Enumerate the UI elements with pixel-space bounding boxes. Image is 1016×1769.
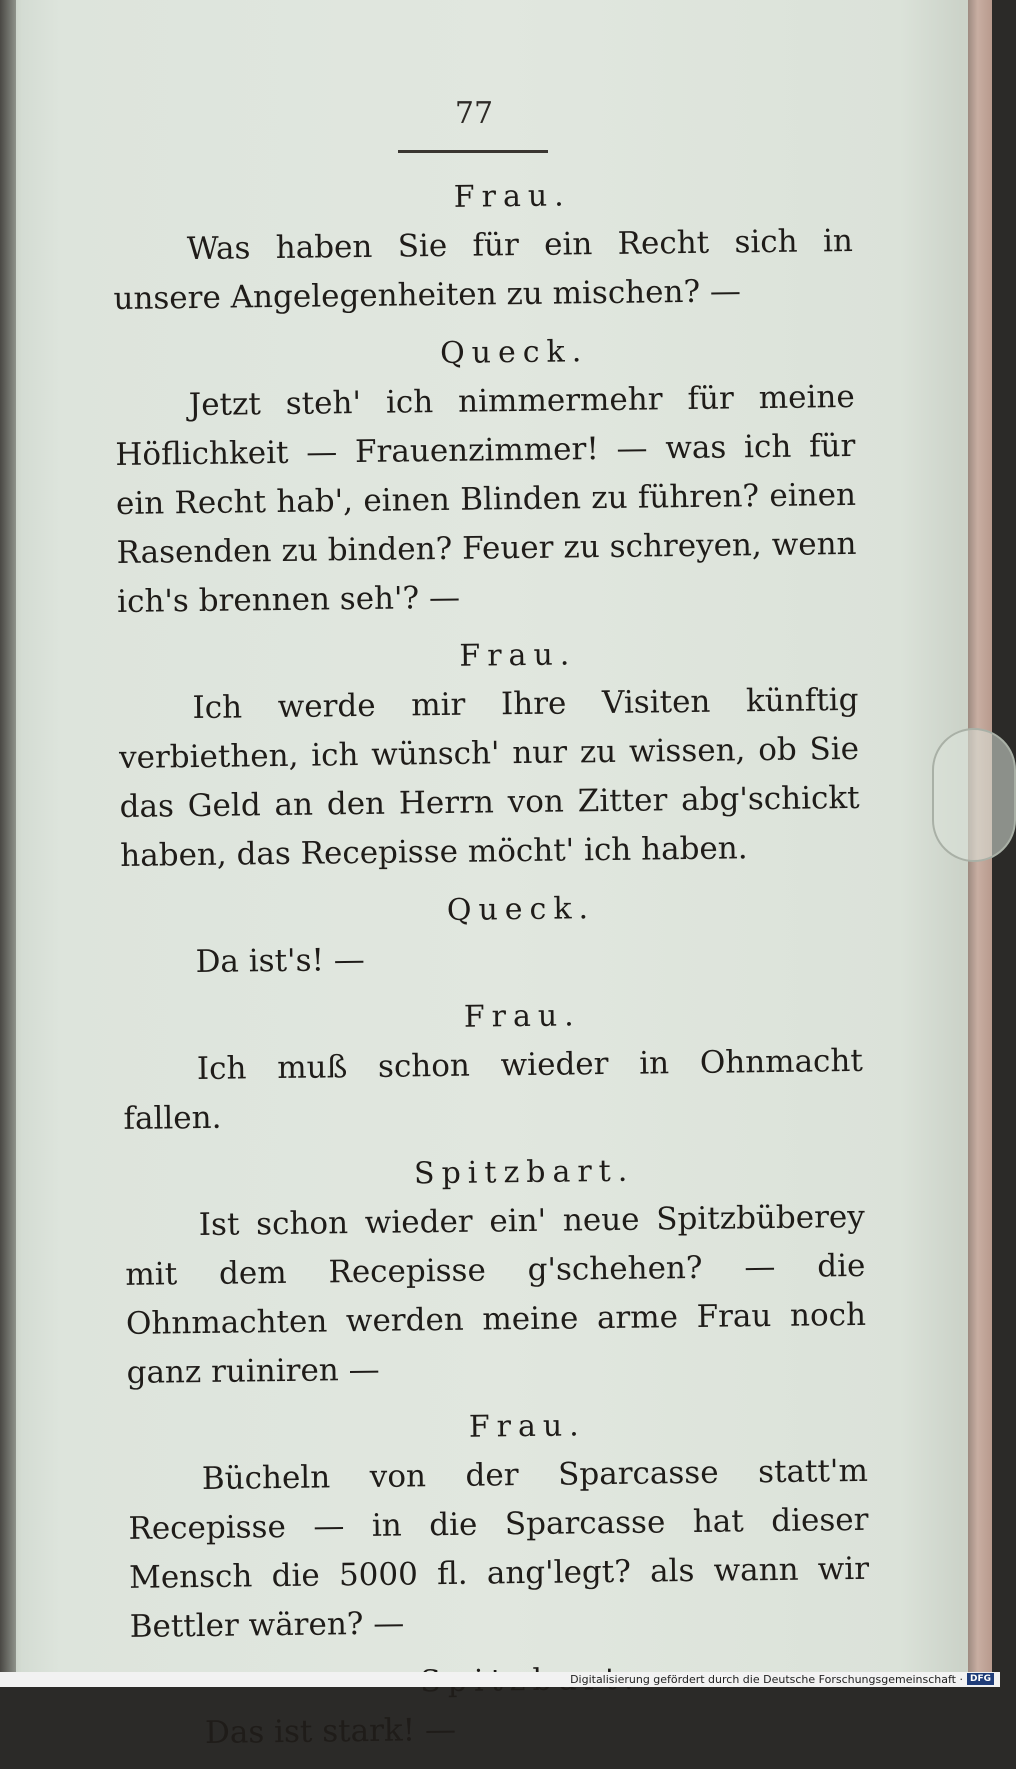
footer-text: Digitalisierung gefördert durch die Deutsche Forschungsgemeinschaft · bbox=[570, 1673, 963, 1686]
dfg-logo: DFG bbox=[967, 1673, 994, 1685]
dialogue-block bbox=[118, 628, 861, 881]
dialogue-block bbox=[130, 1653, 871, 1759]
speech-text: Was haben Sie für ein Recht sich in unsere Angelegenheiten zu mischen? — bbox=[113, 222, 854, 317]
page-number: 77 bbox=[454, 96, 494, 131]
speech-text: Ist schon wieder ein' neue Spitzbüberey mit dem Recepisse g'schehen? — die Ohnmachten werden meine arme Frau noch ganz ruiniren — bbox=[125, 1198, 867, 1391]
dialogue-block bbox=[124, 1145, 867, 1398]
speech-text: Ich werde mir Ihre Visiten künftig verbiethen, ich wünsch' nur zu wissen, ob Sie das Geld an den Herrn von Zitter abg'schickt haben, das Recepisse möcht' ich haben. bbox=[118, 681, 860, 874]
dialogue-block bbox=[112, 169, 854, 324]
speech-text: Bücheln von der Sparcasse statt'm Recepisse — in die Sparcasse hat dieser Mensch die 5000 fl. ang'legt? als wann wir Bettler wären? — bbox=[128, 1452, 870, 1645]
page-clip bbox=[932, 728, 1016, 862]
speech-text: Jetzt steh' ich nimmermehr für meine Höflichkeit — Frauenzimmer! — was ich für ein Recht hab', einen Blinden zu führen? einen Rasenden zu binden? Feuer zu schreyen, wenn ich's brennen seh'? — bbox=[115, 378, 857, 620]
speech-text: Das ist stark! — bbox=[204, 1711, 457, 1751]
speaker-name: Queck. bbox=[439, 334, 589, 372]
dialogue-block bbox=[122, 989, 864, 1144]
dialogue-block bbox=[127, 1399, 870, 1652]
digitization-footer bbox=[0, 1672, 1000, 1687]
dialogue-text bbox=[112, 169, 871, 1769]
speaker-name: Frau. bbox=[459, 637, 577, 674]
dialogue-block bbox=[121, 882, 862, 988]
book-gutter bbox=[0, 0, 16, 1672]
speaker-name: Frau. bbox=[453, 178, 571, 215]
speaker-name: Frau. bbox=[468, 1408, 586, 1445]
speech-text: Ich muß schon wieder in Ohnmacht fallen. bbox=[123, 1042, 864, 1137]
header-rule bbox=[398, 150, 548, 153]
dialogue-block bbox=[114, 325, 858, 627]
speech-text: Da ist's! — bbox=[195, 941, 366, 981]
speaker-name: Queck. bbox=[446, 891, 596, 928]
speaker-name: Spitzbart. bbox=[413, 1153, 635, 1192]
speaker-name: Frau. bbox=[463, 998, 581, 1035]
